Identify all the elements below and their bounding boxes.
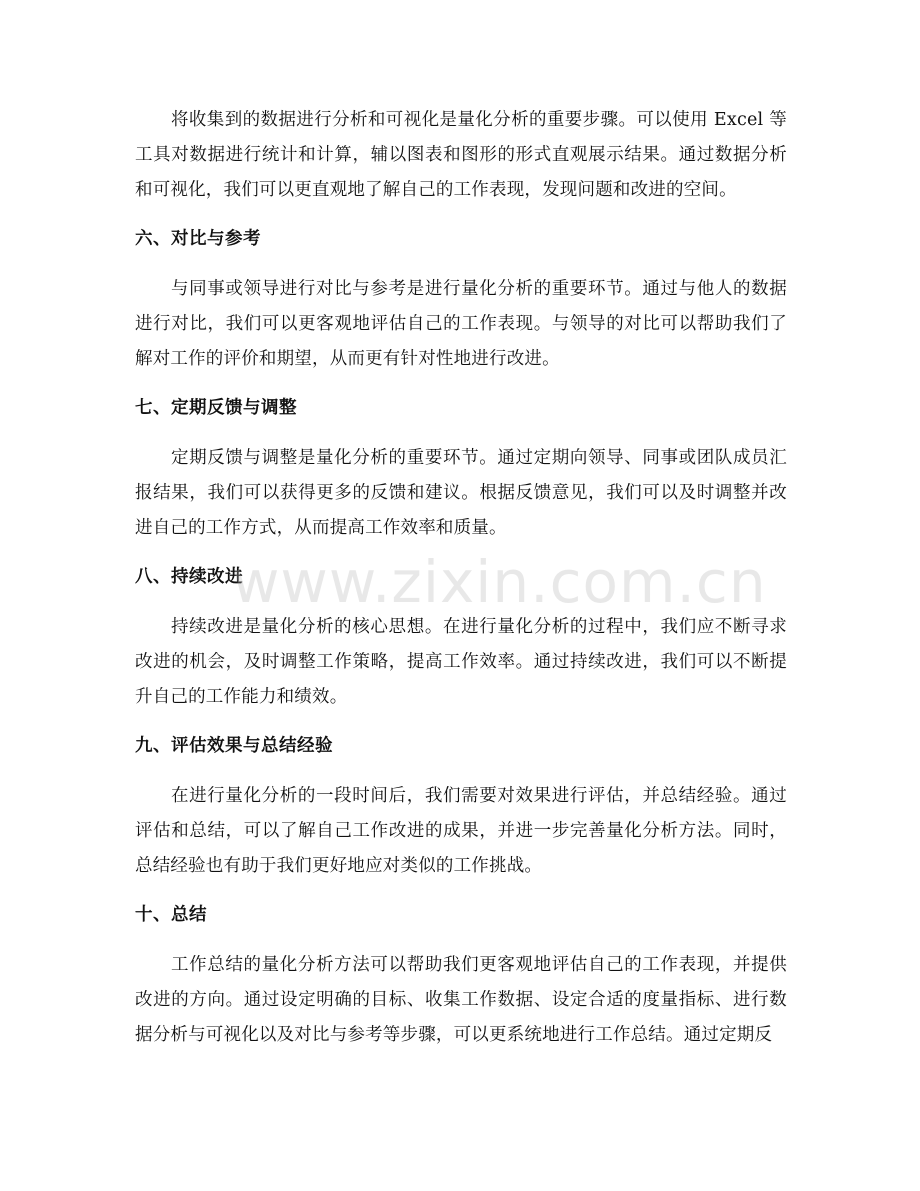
paragraph-data-analysis: 将收集到的数据进行分析和可视化是量化分析的重要步骤。可以使用 Excel 等工具对数据进行统计和计算，辅以图表和图形的形式直观展示结果。通过数据分析和可视化，我们可以更直观地了解自己的工作表现，发现问题和改进的空间。 (135, 110, 787, 200)
heading-comparison: 六、对比与参考 (135, 229, 261, 249)
paragraph-feedback: 定期反馈与调整是量化分析的重要环节。通过定期向领导、同事或团队成员汇报结果，我们可以获得更多的反馈和建议。根据反馈意见，我们可以及时调整并改进自己的工作方式，从而提高工作效率和质量。 (135, 448, 787, 538)
heading-continuous-improvement: 八、持续改进 (135, 567, 243, 587)
paragraph-comparison: 与同事或领导进行对比与参考是进行量化分析的重要环节。通过与他人的数据进行对比，我们可以更客观地评估自己的工作表现。与领导的对比可以帮助我们了解对工作的评价和期望，从而更有针对性地进行改进。 (135, 279, 787, 369)
paragraph-summary: 工作总结的量化分析方法可以帮助我们更客观地评估自己的工作表现，并提供改进的方向。通过设定明确的目标、收集工作数据、设定合适的度量指标、进行数据分析与可视化以及对比与参考等步骤，可以更系统地进行工作总结。通过定期反 (135, 955, 787, 1045)
paragraph-continuous-improvement: 持续改进是量化分析的核心思想。在进行量化分析的过程中，我们应不断寻求改进的机会，及时调整工作策略，提高工作效率。通过持续改进，我们可以不断提升自己的工作能力和绩效。 (135, 617, 787, 707)
watermark: www.zixin.com.cn (232, 548, 767, 616)
heading-evaluation: 九、评估效果与总结经验 (135, 736, 333, 756)
heading-feedback: 七、定期反馈与调整 (135, 398, 297, 418)
document-content (135, 103, 787, 1053)
heading-summary: 十、总结 (135, 905, 207, 925)
paragraph-evaluation: 在进行量化分析的一段时间后，我们需要对效果进行评估，并总结经验。通过评估和总结，可以了解自己工作改进的成果，并进一步完善量化分析方法。同时，总结经验也有助于我们更好地应对类似的工作挑战。 (135, 786, 787, 876)
